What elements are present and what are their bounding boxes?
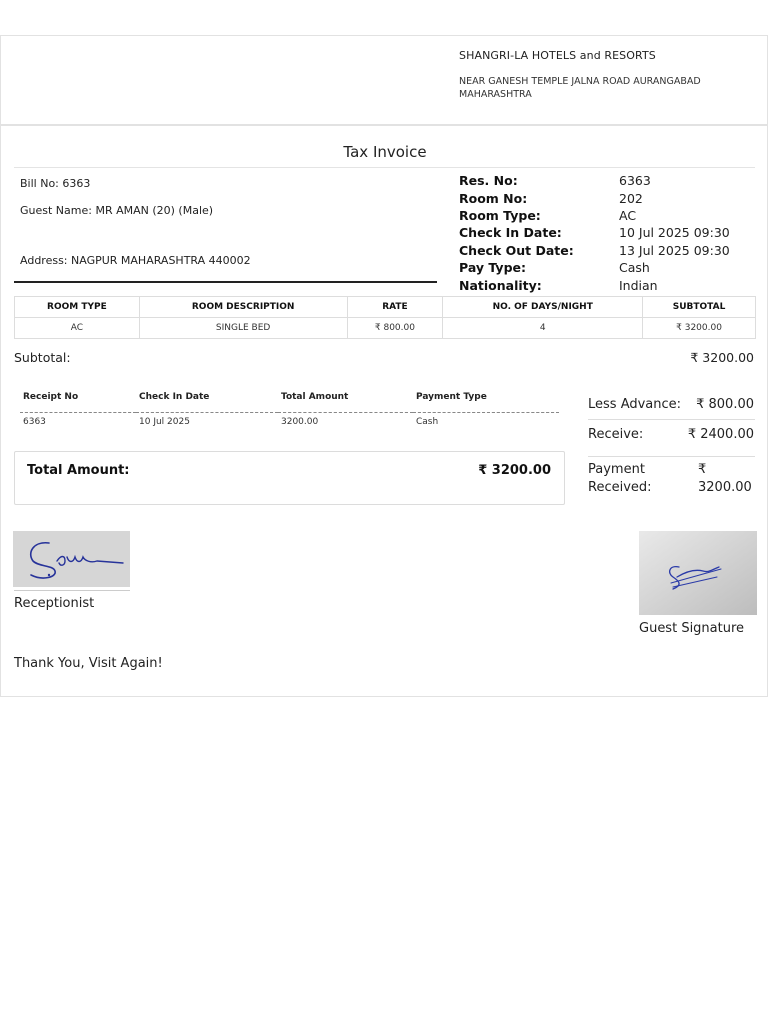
table-header-row <box>20 392 559 412</box>
payment-divider <box>588 419 755 420</box>
table-cell: 10 Jul 2025 <box>139 416 190 427</box>
table-row <box>15 318 756 339</box>
payment-received-label: Received: <box>588 480 652 495</box>
less-advance-value: ₹ 800.00 <box>696 397 754 412</box>
detail-value: 13 Jul 2025 09:30 <box>619 243 730 258</box>
total-amount-label: Total Amount: <box>27 463 130 478</box>
column-header: ROOM DESCRIPTION <box>139 297 347 318</box>
payment-divider <box>588 456 755 457</box>
subtotal-label: Subtotal: <box>14 350 71 365</box>
column-header: SUBTOTAL <box>643 297 756 318</box>
receptionist-signature-image <box>13 531 130 587</box>
total-amount-box <box>14 451 565 505</box>
detail-value: 202 <box>619 191 643 206</box>
total-amount-value: ₹ 3200.00 <box>478 463 551 478</box>
detail-key: Room Type: <box>459 208 541 223</box>
column-header: NO. OF DAYS/NIGHT <box>443 297 643 318</box>
receptionist-label: Receptionist <box>14 596 95 611</box>
detail-key: Room No: <box>459 191 528 206</box>
guest-name: Guest Name: MR AMAN (20) (Male) <box>20 204 214 217</box>
table-header-row <box>15 297 756 318</box>
payment-received-label: Payment <box>588 462 645 477</box>
bill-number: Bill No: 6363 <box>20 177 91 190</box>
thank-you-message: Thank You, Visit Again! <box>14 656 163 671</box>
detail-key: Res. No: <box>459 173 518 188</box>
table-row <box>20 412 559 427</box>
receipts-table <box>20 392 559 427</box>
column-header: Total Amount <box>278 392 413 412</box>
payment-received-value: ₹ <box>698 462 707 477</box>
detail-value: 6363 <box>619 173 651 188</box>
column-header: ROOM TYPE <box>15 297 140 318</box>
hotel-name: SHANGRI-LA HOTELS and RESORTS <box>459 49 656 62</box>
table-cell: ₹ 3200.00 <box>643 318 756 339</box>
table-cell: Cash <box>416 416 439 427</box>
table-cell: 6363 <box>23 416 46 427</box>
invoice-title: Tax Invoice <box>343 143 427 161</box>
receive-value: ₹ 2400.00 <box>687 427 754 442</box>
detail-key: Nationality: <box>459 278 542 293</box>
detail-key: Check In Date: <box>459 225 562 240</box>
column-header: Receipt No <box>20 392 136 412</box>
detail-value: 10 Jul 2025 09:30 <box>619 225 730 240</box>
invoice-body <box>0 125 768 697</box>
guest-address: Address: NAGPUR MAHARASHTRA 440002 <box>20 254 251 267</box>
detail-key: Check Out Date: <box>459 243 574 258</box>
table-cell: 3200.00 <box>281 416 319 427</box>
detail-key: Pay Type: <box>459 260 526 275</box>
rooms-table <box>14 296 756 339</box>
hotel-header <box>0 35 768 125</box>
guest-signature-label: Guest Signature <box>639 621 745 636</box>
column-header: Check In Date <box>136 392 278 412</box>
less-advance-label: Less Advance: <box>588 397 682 412</box>
title-divider <box>14 167 755 168</box>
guest-info-divider <box>14 281 437 283</box>
hotel-address: NEAR GANESH TEMPLE JALNA ROAD AURANGABAD MAHARASHTRA <box>459 76 701 100</box>
detail-value: AC <box>619 208 637 223</box>
detail-value: Indian <box>619 278 658 293</box>
guest-signature-image <box>639 531 757 615</box>
table-cell: 4 <box>443 318 643 339</box>
subtotal-value: ₹ 3200.00 <box>690 350 754 365</box>
receive-label: Receive: <box>588 427 644 442</box>
column-header: RATE <box>347 297 443 318</box>
signature-divider <box>14 590 130 591</box>
detail-value: Cash <box>619 260 650 275</box>
column-header: Payment Type <box>413 392 559 412</box>
table-cell: SINGLE BED <box>139 318 347 339</box>
table-cell: AC <box>15 318 140 339</box>
payment-received-value: 3200.00 <box>698 480 752 495</box>
table-cell: ₹ 800.00 <box>347 318 443 339</box>
